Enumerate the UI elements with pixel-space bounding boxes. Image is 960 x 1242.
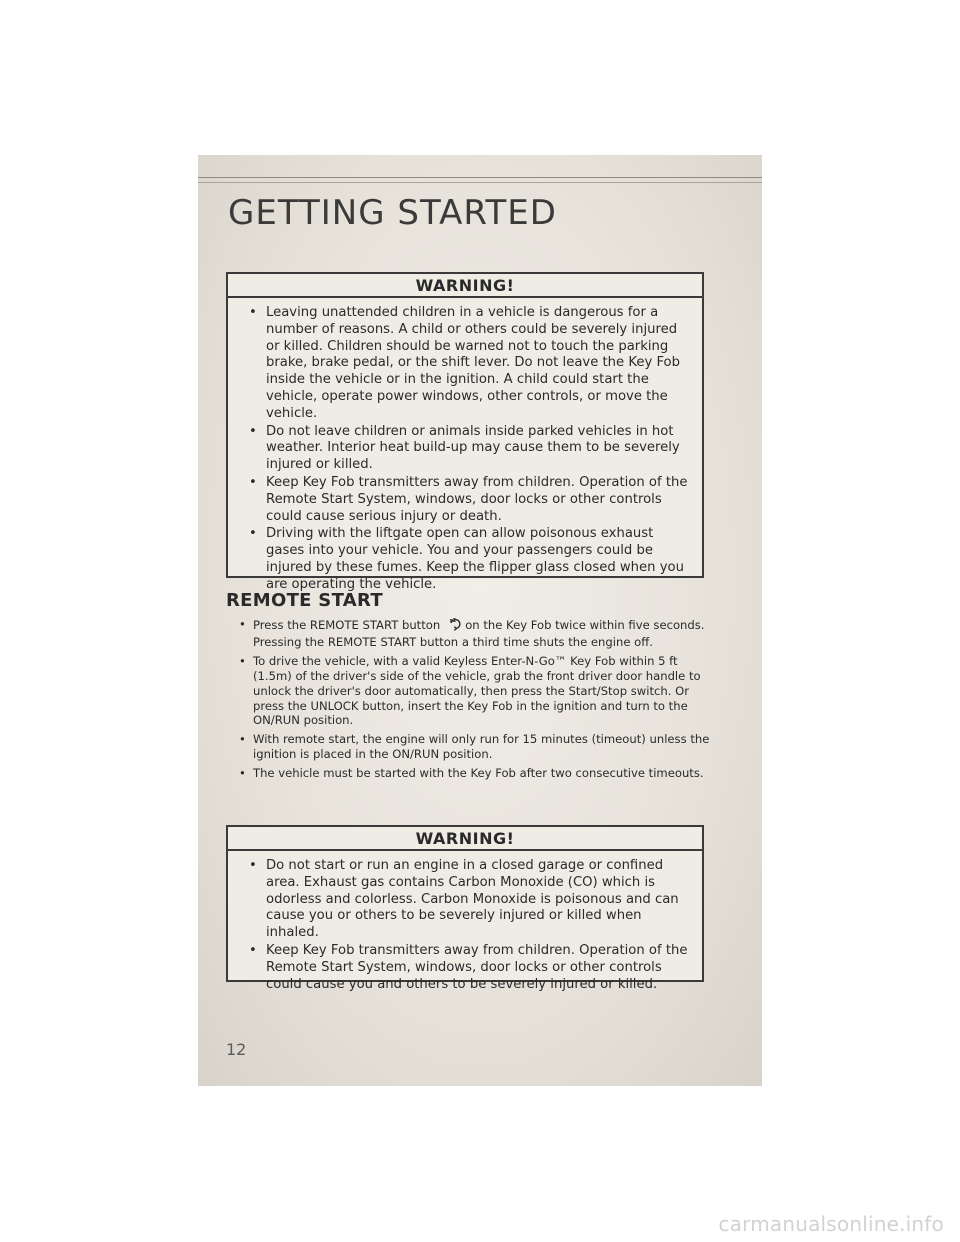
warning-box-exhaust [226, 825, 704, 992]
section-title: GETTING STARTED [228, 193, 557, 233]
warning-item: • Keep Key Fob transmitters away from children. Operation of the Remote Start System, windows, door locks or other controls could cause serious injury or death. [246, 475, 690, 525]
watermark: carmanualsonline.info [718, 1212, 944, 1236]
warning-item: • Do not start or run an engine in a closed garage or confined area. Exhaust gas contains Carbon Monoxide (CO) which is odorless and colorless. Carbon Monoxide is poisonous and can cause you or others to be severely injured or killed when inhaled. [246, 858, 690, 942]
manual-page [198, 155, 762, 1086]
remote-start-item: • The vehicle must be started with the Key Fob after two consecutive timeouts. [236, 766, 714, 781]
warning-heading: WARNING! [228, 827, 702, 851]
header-rule-bottom [198, 182, 762, 183]
warning-item: • Leaving unattended children in a vehicle is dangerous for a number of reasons. A child or others could be severely injured or killed. Children should be warned not to touch the parking brake, brake pedal, or the shift lever. Do not leave the Key Fob inside the vehicle or in the ignition. A child could start the vehicle, operate power windows, other controls, or move the vehicle. [246, 305, 690, 423]
remote-start-item: • To drive the vehicle, with a valid Keyless Enter-N-Go™ Key Fob within 5 ft (1.5m) of the driver's side of the vehicle, grab the front driver door handle to unlock the driver's door automatically, then press the Start/Stop switch. Or press the UNLOCK button, insert the Key Fob in the ignition and turn to the ON/RUN position. [236, 654, 714, 729]
svg-text:x2: x2 [449, 618, 457, 625]
remote-start-item-text: Press the REMOTE START button [253, 618, 441, 632]
warning-item: • Do not leave children or animals inside parked vehicles in hot weather. Interior heat build-up may cause them to be severely injured or killed. [246, 424, 690, 474]
remote-start-item-text: on the Key Fob twice within five seconds. Pressing the REMOTE START button a third time shuts the engine off. [253, 618, 705, 649]
header-rule-top [198, 177, 762, 178]
remote-start-icon [448, 617, 462, 635]
warning-item: • Keep Key Fob transmitters away from children. Operation of the Remote Start System, windows, door locks or other controls could cause you and others to be severely injured or killed. [246, 943, 690, 993]
warning-item: • Driving with the liftgate open can allow poisonous exhaust gases into your vehicle. You and your passengers could be injured by these fumes. Keep the flipper glass closed when you are operating the vehicle. [246, 526, 690, 593]
remote-start-heading: REMOTE START [226, 590, 383, 611]
remote-start-item: • With remote start, the engine will only run for 15 minutes (timeout) unless the ignition is placed in the ON/RUN position. [236, 732, 714, 762]
warning-list [228, 851, 702, 993]
warning-heading: WARNING! [228, 274, 702, 298]
remote-start-list [236, 617, 714, 785]
warning-box-children [226, 272, 704, 592]
warning-list [228, 298, 702, 594]
remote-start-item [236, 617, 714, 650]
page-number: 12 [226, 1040, 247, 1059]
